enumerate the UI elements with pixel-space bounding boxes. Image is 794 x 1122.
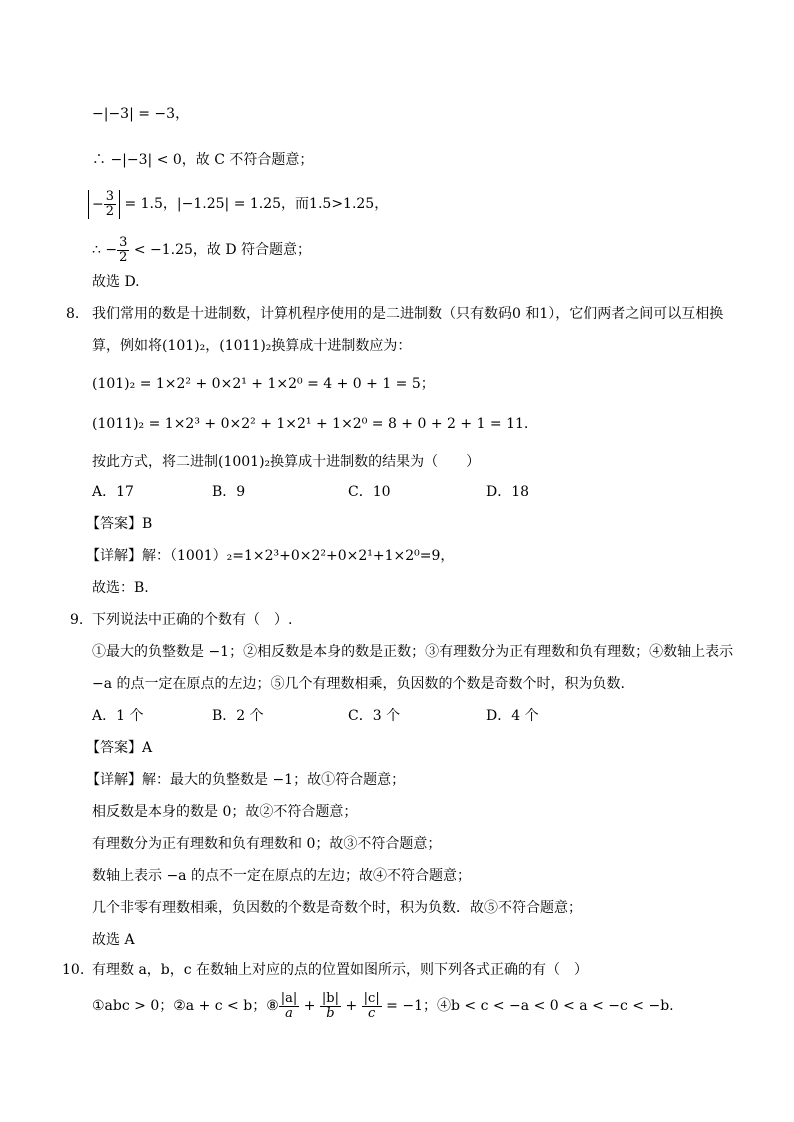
- frac-abs-b: |b|: [321, 990, 340, 1006]
- q8-question: 按此方式，将二进制(1001)₂换算成十进制数的结果为（ ）: [92, 454, 481, 470]
- frac-numerator: 3: [119, 234, 128, 250]
- select-d-line: 故选 D.: [92, 274, 140, 290]
- q9-select: 故选 A: [92, 932, 135, 948]
- frac-den-a: a: [285, 1005, 293, 1021]
- q8-option-c[interactable]: C．10: [348, 484, 391, 500]
- q10-expr-1-2: ①abc > 0；②a + c < b；⑧: [92, 998, 279, 1014]
- q8-example-2: (1011)₂ = 1×2³ + 0×2² + 1×2¹ + 1×2⁰ = 8 + 0 + 2 + 1 = 11.: [92, 416, 529, 432]
- frac-abs-a: |a|: [280, 990, 298, 1006]
- q10-stem: 有理数 a，b，c 在数轴上对应的点的位置如图所示，则下列各式正确的有（ ）: [92, 962, 589, 978]
- q10-number: 10.: [62, 962, 85, 978]
- conclusion-c-line: ∴ −|−3| < 0，故 C 不符合题意；: [92, 152, 314, 168]
- q9-detail-5: 几个非零有理数相乘，负因数的个数是奇数个时，积为负数．故⑤不符合题意；: [92, 900, 582, 916]
- q9-option-d[interactable]: D．4 个: [486, 708, 539, 724]
- q8-option-a[interactable]: A．17: [92, 484, 134, 500]
- comparison-text: = 1.5，|−1.25| = 1.25，而1.5>1.25，: [120, 196, 389, 212]
- q9-option-a[interactable]: A．1 个: [92, 708, 144, 724]
- minus-sign: −: [92, 196, 104, 212]
- q8-number: 8.: [66, 306, 80, 322]
- frac-den-b: b: [326, 1005, 335, 1021]
- fraction-comparison-line: [88, 186, 388, 222]
- therefore-minus: ∴ −: [92, 242, 118, 258]
- frac-denominator: 2: [105, 203, 115, 219]
- q9-detail-4: 数轴上表示 −a 的点不一定在原点的左边；故④不符合题意；: [92, 868, 471, 884]
- q8-answer: 【答案】B: [86, 516, 153, 532]
- q9-options: [92, 706, 692, 726]
- frac-denominator: 2: [119, 249, 128, 265]
- q9-statements-line-2: −a 的点一定在原点的左边；⑤几个有理数相乘，负因数的个数是奇数个时，积为负数.: [92, 676, 625, 692]
- q8-option-b[interactable]: B．9: [212, 484, 246, 500]
- equation-line-1: −|−3| = −3，: [92, 106, 190, 122]
- q9-detail-1: 【详解】解：最大的负整数是 −1；故①符合题意；: [86, 772, 406, 788]
- q9-statements-line-1: ①最大的负整数是 −1；②相反数是本身的数是正数；③有理数分为正有理数和负有理数；④数轴上表示: [92, 644, 734, 660]
- q9-answer: 【答案】A: [86, 740, 153, 756]
- q10-expressions: ①abc > 0；②a + c < b；⑧ $\frac{|a|}{a}$ + $\frac{|b|}{b}$ + $\frac{|c|}{c}$ = −1；④b < c < −a < 0 < a < −c < −b.: [92, 990, 674, 1021]
- frac-den-c: c: [368, 1005, 376, 1021]
- q9-option-b[interactable]: B．2 个: [212, 708, 264, 724]
- q9-option-c[interactable]: C．3 个: [348, 708, 401, 724]
- q9-detail-2: 相反数是本身的数是 0；故②不符合题意；: [92, 804, 358, 820]
- q8-option-d[interactable]: D．18: [486, 484, 530, 500]
- q9-number: 9.: [70, 612, 84, 628]
- frac-abs-c: |c|: [363, 990, 380, 1006]
- q8-example-1: (101)₂ = 1×2² + 0×2¹ + 1×2⁰ = 4 + 0 + 1 = 5；: [92, 376, 435, 392]
- q9-detail-3: 有理数分为正有理数和负有理数和 0；故③不符合题意；: [92, 836, 442, 852]
- q8-detail: 【详解】解：（1001）₂=1×2³+0×2²+0×2¹+1×2⁰=9，: [86, 548, 455, 564]
- q9-stem: 下列说法中正确的个数有（ ）.: [92, 612, 293, 628]
- q10-expr-3-4: = −1；④b < c < −a < 0 < a < −c < −b.: [381, 998, 674, 1014]
- q8-stem-line-1: 我们常用的数是十进制数，计算机程序使用的是二进制数（只有数码0 和1），它们两者之间可以互相换: [92, 306, 724, 322]
- q8-options: [92, 482, 692, 502]
- q8-stem-line-2: 算，例如将(101)₂，(1011)₂换算成十进制数应为：: [92, 338, 412, 354]
- conclusion-d-text: < −1.25，故 D 符合题意；: [129, 242, 312, 258]
- q8-select: 故选：B.: [92, 580, 149, 596]
- abs-fraction: [88, 190, 120, 219]
- conclusion-d-line: [92, 232, 311, 268]
- frac-numerator: 3: [105, 188, 115, 204]
